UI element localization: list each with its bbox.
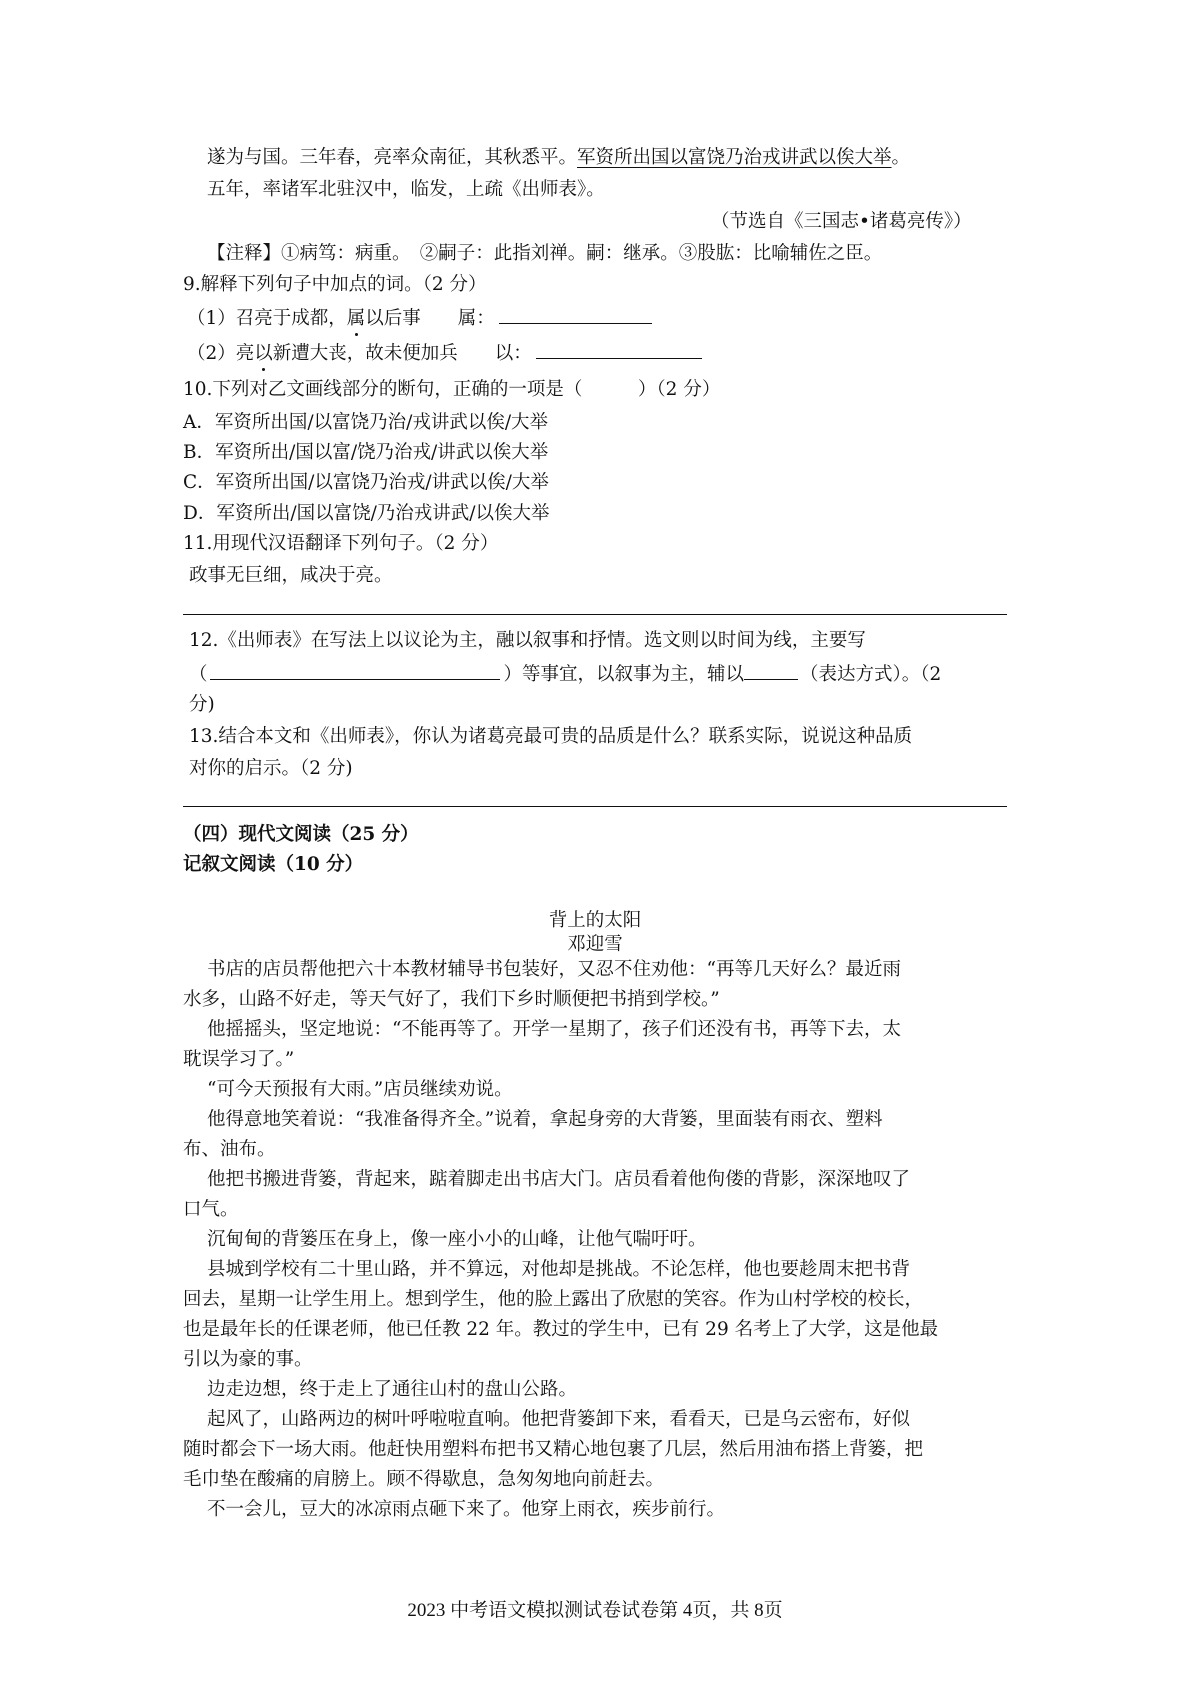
answer-blank-12-2[interactable] xyxy=(744,661,798,680)
story-line: 引以为豪的事。 xyxy=(183,1349,313,1370)
story-line: 起风了，山路两边的树叶呼啦啦直响。他把背篓卸下来，看看天，已是乌云密布，好似 xyxy=(207,1409,911,1430)
question-13-line-2: 对你的启示。（2 分) xyxy=(189,758,353,779)
story-line: 边走边想，终于走上了通往山村的盘山公路。 xyxy=(207,1379,578,1400)
question-9-prompt: 9.解释下列句子中加点的词。（2 分） xyxy=(183,274,487,295)
page-footer: 2023 中考语文模拟测试卷试卷第 4页，共 8页 xyxy=(407,1600,783,1621)
story-line: 耽误学习了。” xyxy=(183,1049,295,1070)
answer-line-13[interactable] xyxy=(183,806,1007,807)
answer-line-11[interactable] xyxy=(183,614,1007,615)
question-12-line-2: （ ）等事宜，以叙事为主，辅以 （表达方式）。（2 xyxy=(189,661,941,687)
story-line: 县城到学校有二十里山路，并不算远，对他却是挑战。不论怎样，他也要趁周末把书背 xyxy=(207,1259,911,1280)
answer-blank-12-1[interactable] xyxy=(210,661,500,680)
story-line: 水多，山路不好走，等天气好了，我们下乡时顺便把书捎到学校。” xyxy=(183,989,720,1010)
question-11-sentence: 政事无巨细，咸决于亮。 xyxy=(189,565,393,586)
story-line: 回去，星期一让学生用上。想到学生，他的脸上露出了欣慰的笑容。作为山村学校的校长， xyxy=(183,1289,924,1310)
story-line: 不一会儿，豆大的冰凉雨点砸下来了。他穿上雨衣，疾步前行。 xyxy=(207,1499,726,1520)
story-line: “可今天预报有大雨。”店员继续劝说。 xyxy=(207,1079,513,1100)
story-line: 也是最年长的任课老师，他已任教 22 年。教过的学生中，已有 29 名考上了大学，这是他最 xyxy=(183,1319,939,1340)
classical-line-2: 五年，率诸军北驻汉中，临发，上疏《出师表》。 xyxy=(207,179,605,200)
option-b[interactable]: B．军资所出/国以富/饶乃治戎/讲武以俟大举 xyxy=(183,442,549,463)
story-author: 邓迎雪 xyxy=(567,934,623,955)
option-d[interactable]: D．军资所出/国以富饶/乃治戎讲武/以俟大举 xyxy=(183,503,550,524)
underlined-passage: 军资所出国以富饶乃治戎讲武以俟大举 xyxy=(577,147,892,168)
option-c[interactable]: C．军资所出国/以富饶乃治戎/讲武以俟/大举 xyxy=(183,472,549,493)
annotation-notes: 【注释】①病笃：病重。 ②嗣子：此指刘禅。嗣：继承。③股肱：比喻辅佐之臣。 xyxy=(207,243,883,264)
dotted-char-shu: 属 xyxy=(346,308,366,329)
story-line: 沉甸甸的背篓压在身上，像一座小小的山峰，让他气喘吁吁。 xyxy=(207,1229,707,1250)
option-a[interactable]: A．军资所出国/以富饶乃治/戎讲武以俟/大举 xyxy=(183,412,549,433)
question-12-line-3: 分) xyxy=(189,694,215,715)
story-line: 他把书搬进背篓，背起来，踮着脚走出书店大门。店员看着他佝偻的背影，深深地叹了 xyxy=(207,1169,911,1190)
question-13-line-1: 13.结合本文和《出师表》，你认为诸葛亮最可贵的品质是什么？联系实际，说说这种品质 xyxy=(189,726,913,747)
section-4-heading: （四）现代文阅读（25 分） xyxy=(183,824,419,845)
question-11-prompt: 11.用现代汉语翻译下列句子。（2 分） xyxy=(183,533,499,554)
story-line: 毛巾垫在酸痛的肩膀上。顾不得歇息，急匆匆地向前赶去。 xyxy=(183,1469,665,1490)
source-citation: （节选自《三国志•诸葛亮传》） xyxy=(711,211,972,232)
story-line: 他摇摇头，坚定地说：“不能再等了。开学一星期了，孩子们还没有书，再等下去，太 xyxy=(207,1019,901,1040)
classical-line-1: 遂为与国。三年春，亮率众南征，其秋悉平。军资所出国以富饶乃治戎讲武以俟大举。 xyxy=(207,147,911,168)
question-9-item-1: （1）召亮于成都，属以后事 属： xyxy=(187,305,652,331)
story-line: 口气。 xyxy=(183,1199,239,1220)
story-line: 布、油布。 xyxy=(183,1139,276,1160)
dotted-char-yi: 以 xyxy=(254,343,273,364)
question-9-item-2: （2）亮以新遭大丧，故未便加兵 以： xyxy=(187,340,702,366)
story-title: 背上的太阳 xyxy=(548,910,642,931)
question-12-line-1: 12.《出师表》在写法上以议论为主，融以叙事和抒情。选文则以时间为线，主要写 xyxy=(189,630,866,651)
story-line: 他得意地笑着说：“我准备得齐全。”说着，拿起身旁的大背篓，里面装有雨衣、塑料 xyxy=(207,1109,883,1130)
answer-blank-9-2[interactable] xyxy=(536,340,702,359)
section-4-subheading: 记叙文阅读（10 分） xyxy=(183,854,364,875)
question-10-prompt: 10.下列对乙文画线部分的断句，正确的一项是（ ）（2 分） xyxy=(183,379,721,400)
story-line: 随时都会下一场大雨。他赶快用塑料布把书又精心地包裹了几层，然后用油布搭上背篓，把 xyxy=(183,1439,924,1460)
answer-blank-9-1[interactable] xyxy=(499,305,652,324)
story-line: 书店的店员帮他把六十本教材辅导书包装好，又忍不住劝他：“再等几天好么？最近雨 xyxy=(207,959,901,980)
